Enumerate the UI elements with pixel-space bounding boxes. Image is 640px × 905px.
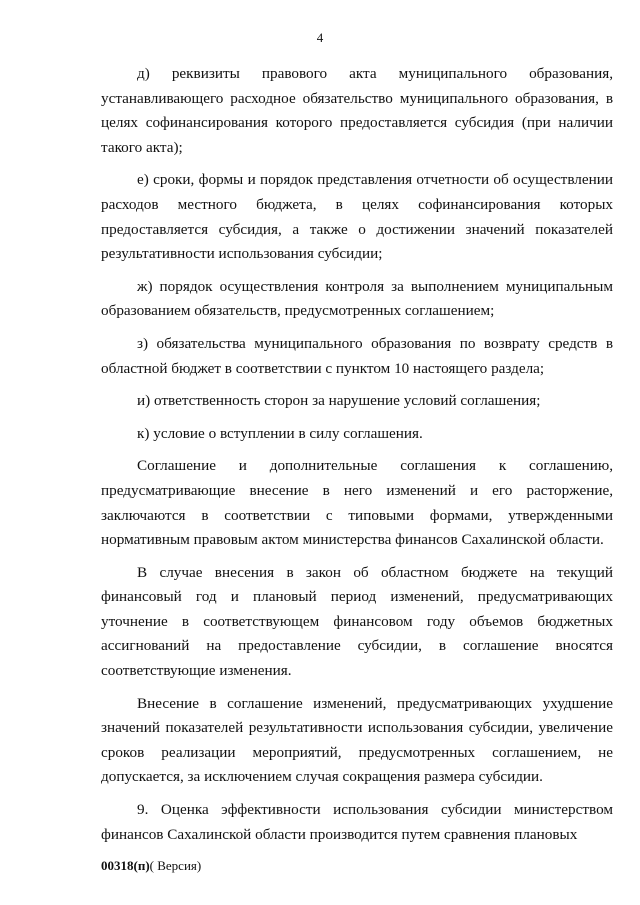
page-number: 4 — [316, 30, 324, 45]
paragraph-agreement-forms: Соглашение и дополнительные соглашения к соглашению, предусматривающие внесение в него изменений и его расторжение, заключаются в соответствии с типовыми формами, утвержденными нормативным правовым актом министерства финансов Сахалинской области. — [101, 457, 613, 549]
footer-document-code — [101, 858, 201, 874]
document-body — [101, 62, 613, 847]
footer-version: ( Версия) — [149, 858, 202, 873]
paragraph-k: к) условие о вступлении в силу соглашения. — [137, 424, 423, 442]
paragraph-d: д) реквизиты правового акта муниципального образования, устанавливающего расходное обязательство муниципального образования, в целях софинансирования которого предоставляется субсидия (при наличии такого акта); — [101, 65, 613, 156]
paragraph-evaluation: 9. Оценка эффективности использования субсидии министерством финансов Сахалинской области производится путем сравнения плановых — [101, 801, 613, 843]
paragraph-deterioration: Внесение в соглашение изменений, предусматривающих ухудшение значений показателей результативности использования субсидии, увеличение сроков реализации мероприятий, предусмотренных соглашением, не допускается, за исключением случая сокращения размера субсидии. — [101, 694, 613, 786]
paragraph-z: з) обязательства муниципального образования по возврату средств в областной бюджет в соответствии с пунктом 10 настоящего раздела; — [101, 334, 613, 377]
footer-code: 00318(п) — [101, 858, 150, 873]
paragraph-e: е) сроки, формы и порядок представления отчетности об осуществлении расходов местного бюджета, в целях софинансирования которых предоставляется субсидия, а также о достижении значений показателей результативности использования субсидии; — [101, 171, 613, 263]
paragraph-budget-changes: В случае внесения в закон об областном бюджете на текущий финансовый год и плановый период изменений, предусматривающих уточнение в соответствующем финансовом году объемов бюджетных ассигнований на предоставление субсидии, в соглашение вносятся соответствующие изменения. — [101, 563, 613, 680]
paragraph-zh: ж) порядок осуществления контроля за выполнением муниципальным образованием обязательств, предусмотренных соглашением; — [101, 277, 613, 320]
paragraph-i: и) ответственность сторон за нарушение условий соглашения; — [137, 392, 541, 410]
